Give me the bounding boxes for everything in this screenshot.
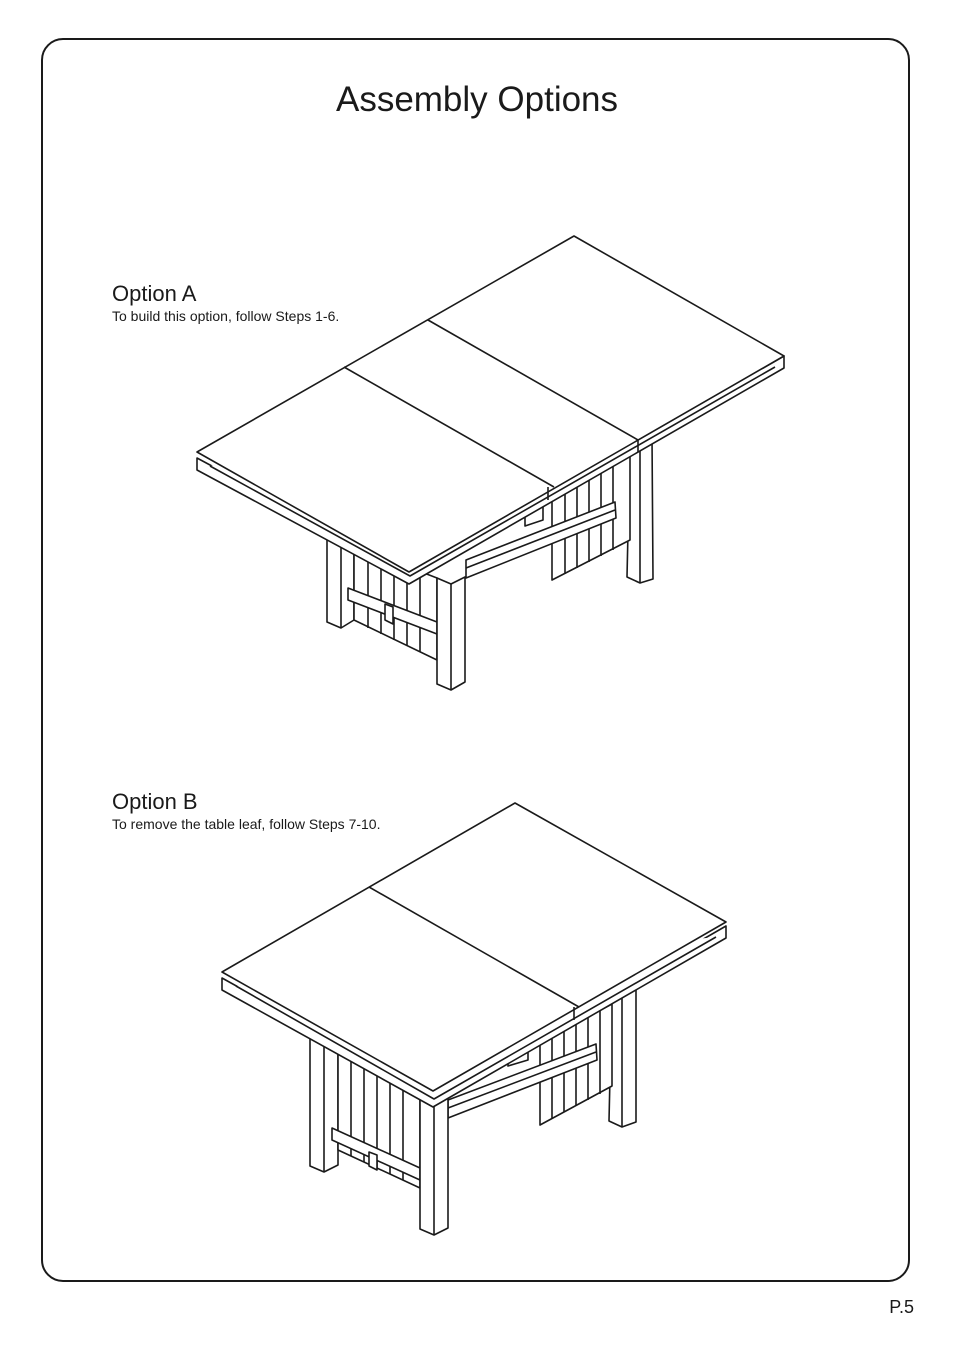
option-a-heading: Option A — [112, 281, 197, 306]
option-b-heading: Option B — [112, 789, 198, 814]
table-with-leaf-illustration — [197, 236, 784, 690]
table-without-leaf-illustration — [222, 803, 726, 1235]
page-title: Assembly Options — [335, 80, 619, 119]
option-b-description: To remove the table leaf, follow Steps 7-10. — [112, 816, 381, 832]
page-number: P.5 — [889, 1297, 914, 1317]
option-a-description: To build this option, follow Steps 1-6. — [112, 308, 340, 324]
